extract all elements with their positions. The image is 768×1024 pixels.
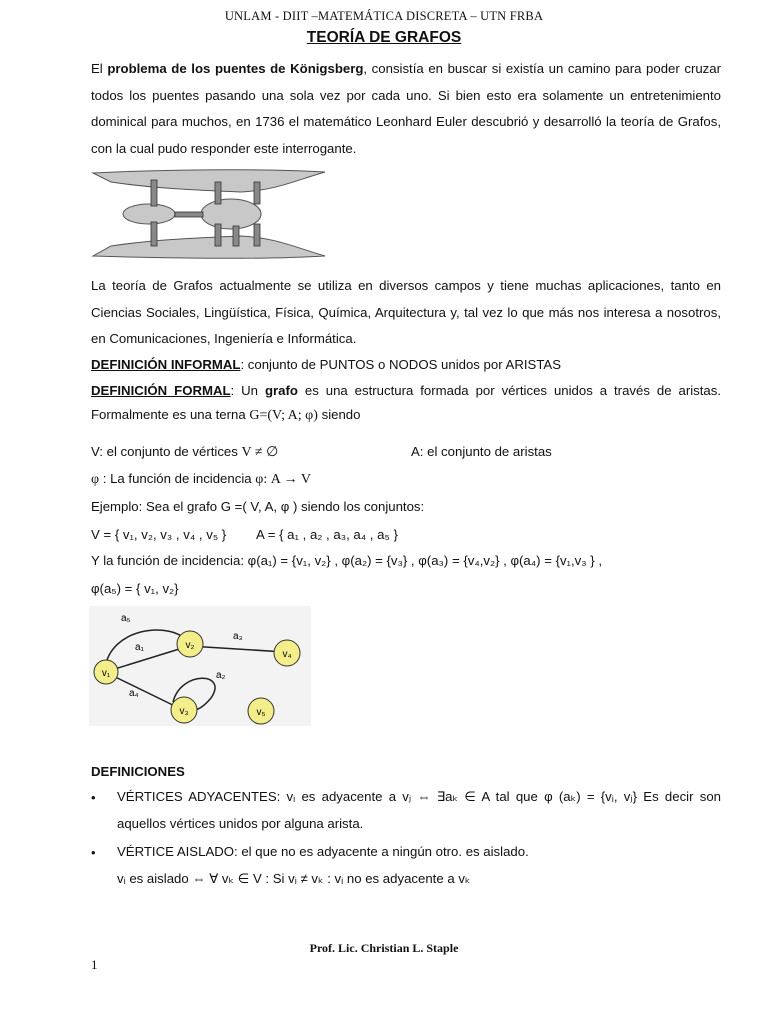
adjacent-vertices-definition	[117, 784, 721, 837]
incidence-function-line	[91, 471, 311, 488]
adjacent-vertices-label: VÉRTICES ADYACENTES:	[117, 789, 281, 804]
informal-definition	[91, 357, 561, 372]
svg-text:v₂: v₂	[185, 640, 195, 651]
bullet-adyacentes: •	[91, 790, 96, 805]
formal-definition-term: grafo	[264, 383, 298, 398]
page-number: 1	[91, 957, 98, 972]
edge-set: A = { a₁ , a₂ , a₃, a₄ , a₅ }	[256, 527, 398, 542]
isolated-vertex-formula: vᵢ es aislado ⇔ ∀ vₖ ∈ V : Si vᵢ ≠ vₖ : vᵢ no es adyacente a vₖ	[117, 870, 471, 886]
intro-rest: , consistía en buscar si existía un camino para poder cruzar todos los puentes pasando una sola vez por cada uno. Si bien esto era solamente un entretenimiento dominical para muchos, en 1736 el matemático Leonhard Euler descubrió y desarrolló la teoría de Grafos, con la cual pudo responder este interrogante.	[91, 61, 722, 156]
formal-definition-post: es una estructura formada por vértices unidos a través de aristas.	[297, 383, 721, 398]
applications-paragraph: La teoría de Grafos actualmente se utiliza en diversos campos y tiene muchas aplicaciones, tanto en Ciencias Sociales, Lingüística, Física, Química, Arquitectura y, tal vez lo que más nos interesa a nosotros, en Comunicaciones, Ingeniería e Informática.	[91, 278, 721, 346]
intro-lead: El	[91, 61, 108, 76]
page-header: UNLAM - DIIT –MATEMÁTICA DISCRETA – UTN FRBA	[224, 9, 544, 23]
vertex-v3	[171, 697, 197, 723]
formal-definition-line2-post: siendo	[317, 407, 361, 422]
svg-text:v₁: v₁	[101, 668, 111, 679]
isolated-vertex-definition	[117, 839, 721, 892]
formal-definition-pre: : Un	[230, 383, 265, 398]
vertices-nonempty-formula: V ≠ ∅	[241, 445, 279, 460]
example-line: Ejemplo: Sea el grafo G =( V, A, φ ) siendo los conjuntos:	[91, 499, 425, 514]
konigsberg-bridges-illustration	[91, 168, 329, 260]
formal-definition-line2-pre: Formalmente es una terna	[91, 407, 250, 422]
label-a5: a₅	[121, 613, 131, 624]
vertex-v1	[94, 660, 118, 684]
page-title: TEORÍA DE GRAFOS	[306, 29, 462, 46]
label-a4: a₄	[129, 688, 139, 699]
phi-symbol: φ	[91, 472, 100, 487]
adjacent-vertices-explanation: aquellos vértices unidos por alguna arista.	[117, 815, 364, 831]
example-graph-diagram	[89, 606, 311, 726]
footer-author: Prof. Lic. Christian L. Staple	[309, 941, 459, 955]
isolated-vertex-text: VÉRTICE AISLADO: el que no es adyacente a ningún otro. es aislado.	[117, 844, 529, 859]
formal-definition-label: DEFINICIÓN FORMAL	[91, 383, 231, 398]
formal-definition	[91, 383, 721, 424]
definitions-heading: DEFINICIONES	[91, 764, 185, 779]
edges-set-line: A: el conjunto de aristas	[411, 444, 552, 459]
intro-paragraph	[91, 56, 721, 162]
svg-text:v₃: v₃	[179, 706, 189, 717]
incidence-values-line2: φ(a₅) = { v₁, v₂}	[91, 581, 179, 596]
svg-text:v₅: v₅	[256, 707, 266, 718]
incidence-values-line1: Y la función de incidencia: φ(a₁) = {v₁, v₂} , φ(a₂) = {v₃} , φ(a₃) = {v₄,v₂} , φ(a₄) = {v₁,v₃ } ,	[91, 553, 603, 568]
intro-bold-term: problema de los puentes de Königsberg	[107, 61, 364, 76]
label-a3: a₃	[233, 631, 243, 642]
bullet-aislado: •	[91, 845, 96, 860]
vertices-set-line	[91, 444, 278, 461]
vertex-v5	[248, 698, 274, 724]
vertex-v4	[274, 640, 300, 666]
label-a1: a₁	[135, 642, 144, 653]
vertex-v2	[177, 631, 203, 657]
incidence-function-formula: φ: A → V	[255, 472, 311, 487]
informal-definition-label: DEFINICIÓN INFORMAL	[91, 357, 241, 372]
informal-definition-text: : conjunto de PUNTOS o NODOS unidos por ARISTAS	[240, 357, 562, 372]
sets-line	[91, 527, 226, 542]
adjacent-vertices-formula: vᵢ es adyacente a vⱼ ⇔ ∃aₖ ∈ A tal que φ (aₖ) = {vᵢ, vⱼ} Es decir son	[280, 789, 721, 804]
incidence-function-text: : La función de incidencia	[99, 471, 256, 486]
label-a2: a₂	[216, 670, 226, 681]
vertex-set: V = { v₁, v₂, v₃ , v₄ , v₅ }	[91, 527, 227, 542]
svg-text:v₄: v₄	[282, 649, 292, 660]
vertices-set-text: V: el conjunto de vértices	[91, 444, 242, 459]
terna-formula: G=(V; A; φ)	[249, 408, 318, 423]
